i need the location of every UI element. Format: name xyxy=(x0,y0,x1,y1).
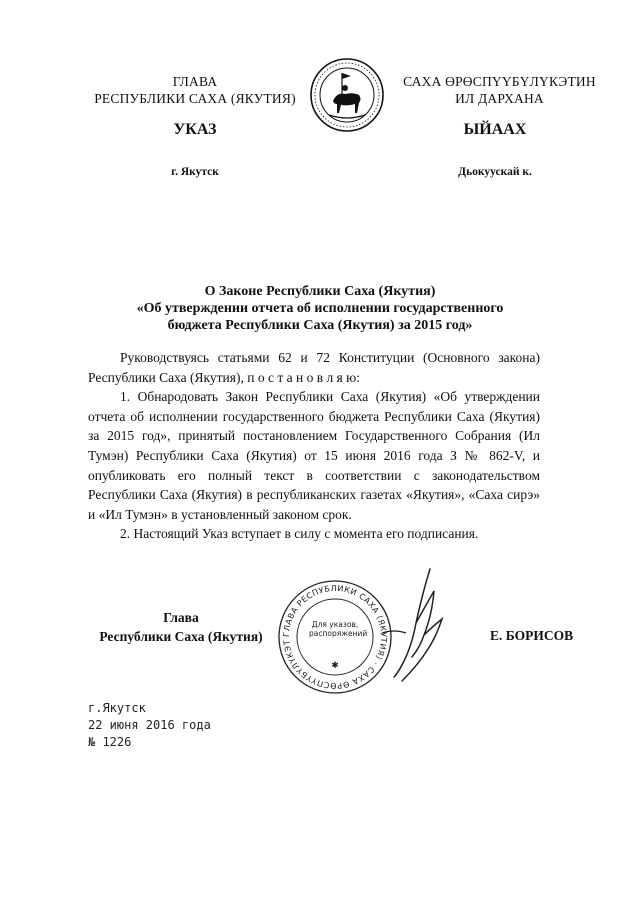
document-title xyxy=(95,283,545,334)
header-left-line1: ГЛАВА xyxy=(172,74,218,89)
signatory-position xyxy=(88,608,274,646)
header-right-line1: САХА ӨРӨСПҮҮБҮЛҮКЭТИН xyxy=(403,74,596,89)
header-right xyxy=(392,73,607,107)
preamble-paragraph: Руководствуясь статьями 62 и 72 Конституции (Основного закона) Республики Саха (Якутия), п о с т а н о в л я ю: xyxy=(88,350,540,385)
coat-of-arms-emblem-icon xyxy=(309,57,385,133)
title-line2: «Об утверждении отчета об исполнении государственного xyxy=(136,301,504,316)
title-line1: О Законе Республики Саха (Якутия) xyxy=(204,284,436,299)
document-body xyxy=(88,348,540,544)
position-line2: Республики Саха (Якутия) xyxy=(99,629,263,644)
item-1-paragraph: 1. Обнародовать Закон Республики Саха (Якутия) «Об утверждении отчета об исполнении государственного бюджета Республики Саха (Якутия) за 2015 год», принятый постановлением Государственного Собрания (Ил Тумэн) Республики Саха (Якутия) от 15 июня 2016 года З № 862-V, и опубликовать его полный текст в соответствии с законодательством Республики Саха (Якутия) в республиканских газетах «Якутия», «Саха сирэ» и «Ил Тумэн» в установленный законом срок. xyxy=(88,389,540,522)
doc-type-right: ЫЙААХ xyxy=(463,121,527,138)
header-left xyxy=(80,73,310,107)
stamp-ring-text: ГЛАВА РЕСПУБЛИКИ САХА (ЯКУТИЯ) · САХА ӨРӨСПҮҮБҮЛҮКЭТ xyxy=(281,583,389,691)
stamp-center-text: Для указов, распоряжений xyxy=(309,620,368,638)
city-right: Дьокуускай к. xyxy=(458,166,532,178)
registration-city: г.Якутск xyxy=(88,701,146,715)
registration-number: № 1226 xyxy=(88,735,132,749)
header-left-line2: РЕСПУБЛИКИ САХА (ЯКУТИЯ) xyxy=(94,91,296,106)
svg-text:✱: ✱ xyxy=(331,661,339,671)
item-2-paragraph: 2. Настоящий Указ вступает в силу с момента его подписания. xyxy=(120,526,479,542)
position-line1: Глава xyxy=(163,610,199,625)
header-right-line2: ИЛ ДАРХАНА xyxy=(455,91,544,106)
city-left: г. Якутск xyxy=(171,166,219,178)
handwritten-signature xyxy=(372,565,452,695)
registration-block xyxy=(88,700,211,751)
doc-type-left: УКАЗ xyxy=(173,121,217,138)
registration-date: 22 июня 2016 года xyxy=(88,718,211,732)
title-line3: бюджета Республики Саха (Якутия) за 2015 год» xyxy=(167,318,473,333)
signatory-name: Е. БОРИСОВ xyxy=(490,628,574,643)
